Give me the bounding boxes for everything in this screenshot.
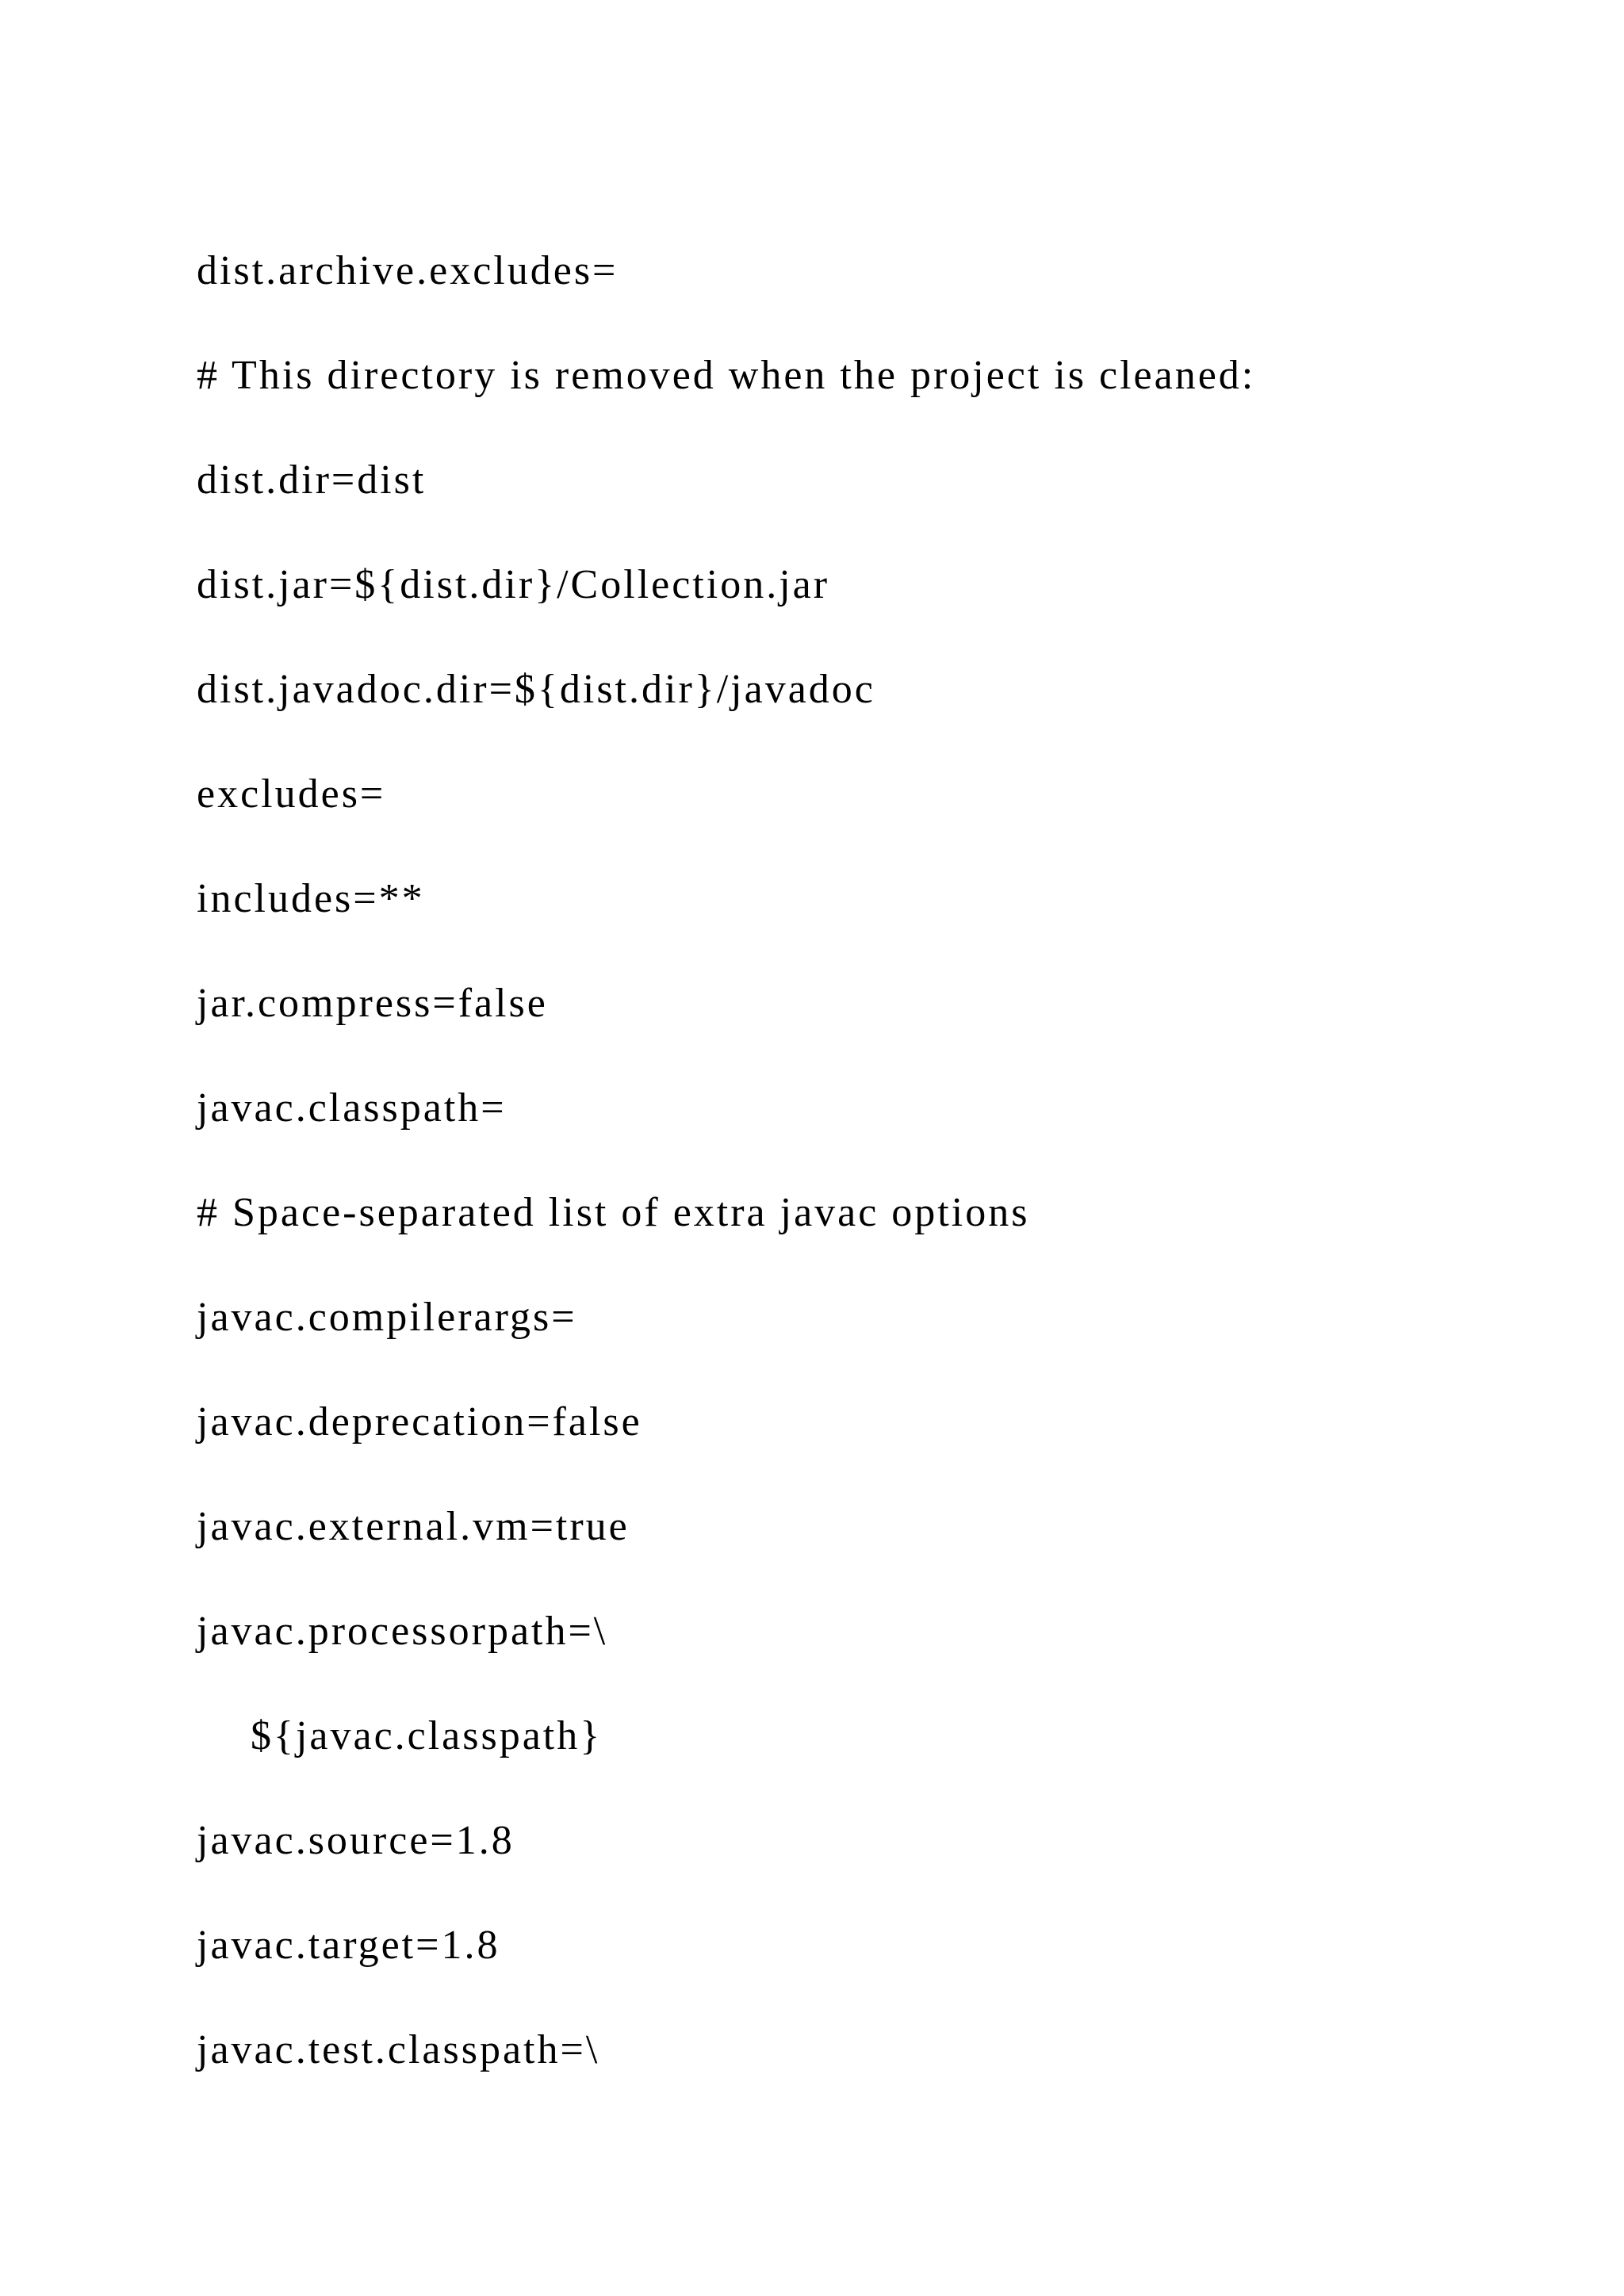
comment-line: # This directory is removed when the project is cleaned:	[197, 353, 1256, 398]
property-line: dist.archive.excludes=	[197, 248, 619, 293]
property-line: javac.test.classpath=\	[197, 2027, 600, 2072]
comment-line: # Space-separated list of extra javac options	[197, 1190, 1030, 1235]
continuation-line: ${javac.classpath}	[251, 1713, 603, 1758]
property-line: javac.external.vm=true	[197, 1504, 630, 1549]
property-line: javac.processorpath=\	[197, 1609, 608, 1654]
properties-text	[197, 247, 1255, 2131]
property-line: javac.target=1.8	[197, 1923, 500, 1968]
property-line: includes=**	[197, 876, 425, 921]
property-line: javac.deprecation=false	[197, 1399, 642, 1445]
property-line: dist.dir=dist	[197, 457, 427, 503]
property-line: dist.javadoc.dir=${dist.dir}/javadoc	[197, 667, 875, 712]
property-line: javac.classpath=	[197, 1085, 507, 1131]
property-line: jar.compress=false	[197, 981, 548, 1026]
property-line: dist.jar=${dist.dir}/Collection.jar	[197, 562, 830, 607]
property-line: excludes=	[197, 771, 386, 817]
property-line: javac.compilerargs=	[197, 1295, 577, 1340]
property-line: javac.source=1.8	[197, 1818, 515, 1863]
